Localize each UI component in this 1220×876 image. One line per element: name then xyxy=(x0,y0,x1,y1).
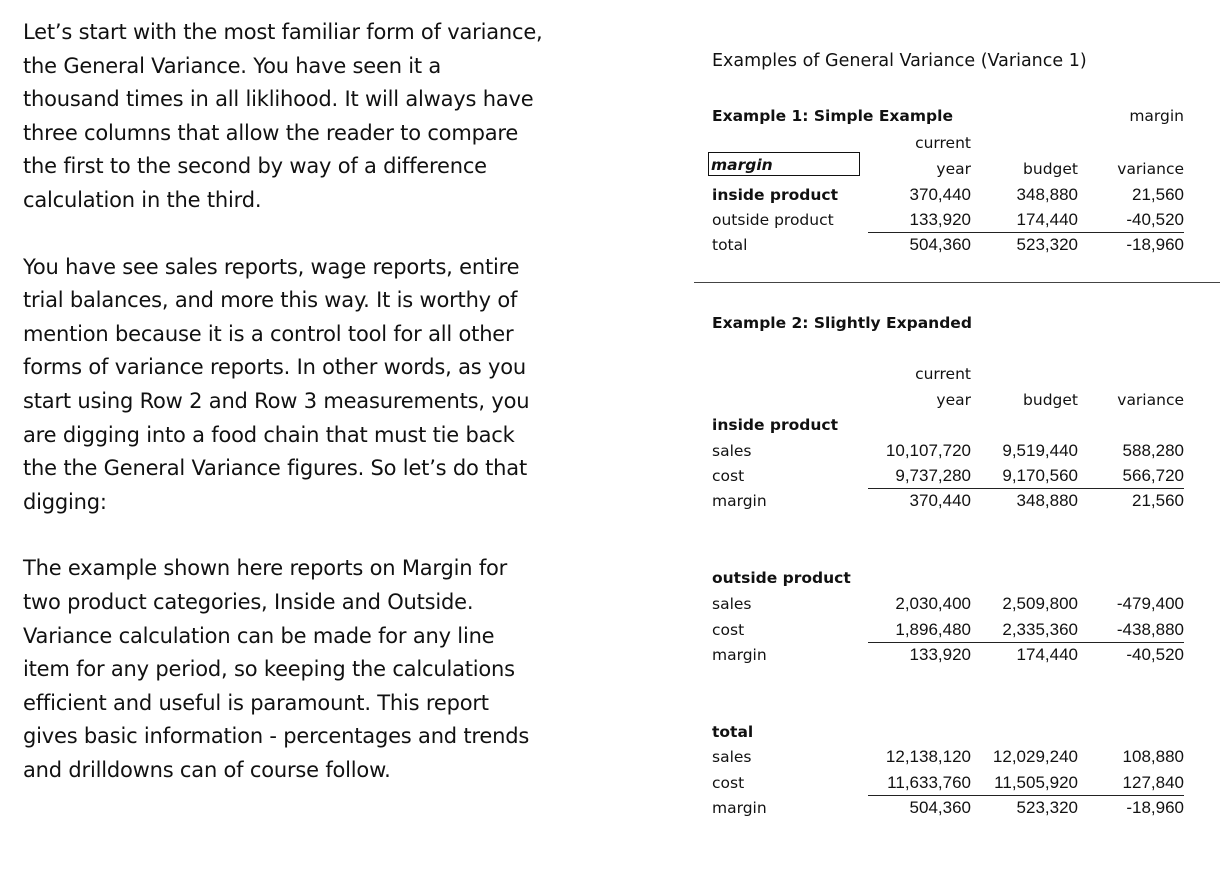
table-cell: 11,505,920 xyxy=(994,773,1078,792)
example1-current-header: current xyxy=(915,134,971,152)
example1-cell: 523,320 xyxy=(1016,235,1078,254)
table-cell: 108,880 xyxy=(1122,747,1184,766)
explanatory-text xyxy=(23,16,543,787)
paragraph-control-tool: You have see sales reports, wage reports, entire trial balances, and more this way. It is worthy of mention because it is a control tool for all other forms of variance reports. In other words, as you start using Row 2 and Row 3 measurements, you are digging into a food chain that must tie back the the General Variance figures. So let’s do that digging: xyxy=(23,254,530,514)
example1-cell: -18,960 xyxy=(1126,235,1184,254)
group-heading-inside-product: inside product xyxy=(712,416,839,434)
table-cell: 566,720 xyxy=(1122,466,1184,485)
table-cell: 2,509,800 xyxy=(1002,594,1078,613)
example1-row-label: total xyxy=(712,236,748,254)
table-cell: 21,560 xyxy=(1132,491,1184,510)
example1-cell: 21,560 xyxy=(1132,185,1184,204)
row-label: margin xyxy=(712,492,767,510)
subtotal-rule xyxy=(868,642,1184,643)
table-cell: -438,880 xyxy=(1116,620,1184,639)
table-cell: 1,896,480 xyxy=(895,620,971,639)
example1-budget-header: budget xyxy=(1023,160,1078,178)
table-cell: 9,170,560 xyxy=(1002,466,1078,485)
selected-cell-margin[interactable]: margin xyxy=(708,152,860,176)
example1-row-label: outside product xyxy=(712,211,834,229)
table-cell: 370,440 xyxy=(909,491,971,510)
table-cell: 348,880 xyxy=(1016,491,1078,510)
row-label: sales xyxy=(712,748,752,766)
group-heading-total: total xyxy=(712,723,754,741)
example1-cell: 504,360 xyxy=(909,235,971,254)
table-cell: 12,138,120 xyxy=(885,747,971,766)
example2-current-header: current xyxy=(915,365,971,383)
example1-heading: Example 1: Simple Example xyxy=(712,107,953,125)
row-label: cost xyxy=(712,774,745,792)
example1-subtotal-rule xyxy=(868,232,1184,233)
example2-heading: Example 2: Slightly Expanded xyxy=(712,314,972,332)
section-divider xyxy=(694,282,1220,283)
sheet-title: Examples of General Variance (Variance 1) xyxy=(712,51,1087,71)
example1-cell: 348,880 xyxy=(1016,185,1078,204)
table-cell: 2,335,360 xyxy=(1002,620,1078,639)
table-cell: 10,107,720 xyxy=(885,441,971,460)
table-cell: -479,400 xyxy=(1116,594,1184,613)
table-cell: 9,519,440 xyxy=(1002,441,1078,460)
table-cell: 174,440 xyxy=(1016,645,1078,664)
paragraph-example-description: The example shown here reports on Margin for two product categories, Inside and Outside. Variance calculation can be made for any line item for any period, so keeping the calculations efficient and useful is paramount. This report gives basic information - percentages and trends and drilldowns can of course follow. xyxy=(23,556,530,782)
example1-row-label: inside product xyxy=(712,186,839,204)
table-cell: 504,360 xyxy=(909,798,971,817)
table-cell: 9,737,280 xyxy=(895,466,971,485)
table-cell: 127,840 xyxy=(1122,773,1184,792)
spreadsheet-examples xyxy=(694,0,1220,876)
example1-cell: -40,520 xyxy=(1126,210,1184,229)
row-label: sales xyxy=(712,595,752,613)
row-label: cost xyxy=(712,467,745,485)
table-cell: 523,320 xyxy=(1016,798,1078,817)
example2-budget-header: budget xyxy=(1023,391,1078,409)
example1-cell: 370,440 xyxy=(909,185,971,204)
group-heading-outside-product: outside product xyxy=(712,569,851,587)
table-cell: 11,633,760 xyxy=(887,773,971,792)
row-label: margin xyxy=(712,799,767,817)
example1-variance-header: variance xyxy=(1117,160,1184,178)
table-cell: 588,280 xyxy=(1122,441,1184,460)
example1-margin-header: margin xyxy=(1129,107,1184,125)
table-cell: 2,030,400 xyxy=(895,594,971,613)
paragraph-intro: Let’s start with the most familiar form of variance, the General Variance. You have seen it a thousand times in all liklihood. It will always have three columns that allow the reader to compare the first to the second by way of a difference calculation in the third. xyxy=(23,20,543,212)
example2-variance-header: variance xyxy=(1117,391,1184,409)
subtotal-rule xyxy=(868,795,1184,796)
example2-year-header: year xyxy=(936,391,971,409)
row-label: sales xyxy=(712,442,752,460)
subtotal-rule xyxy=(868,488,1184,489)
table-cell: 12,029,240 xyxy=(992,747,1078,766)
example1-year-header: year xyxy=(936,160,971,178)
row-label: margin xyxy=(712,646,767,664)
table-cell: 133,920 xyxy=(909,645,971,664)
example1-cell: 133,920 xyxy=(909,210,971,229)
example1-cell: 174,440 xyxy=(1016,210,1078,229)
table-cell: -40,520 xyxy=(1126,645,1184,664)
row-label: cost xyxy=(712,621,745,639)
table-cell: -18,960 xyxy=(1126,798,1184,817)
